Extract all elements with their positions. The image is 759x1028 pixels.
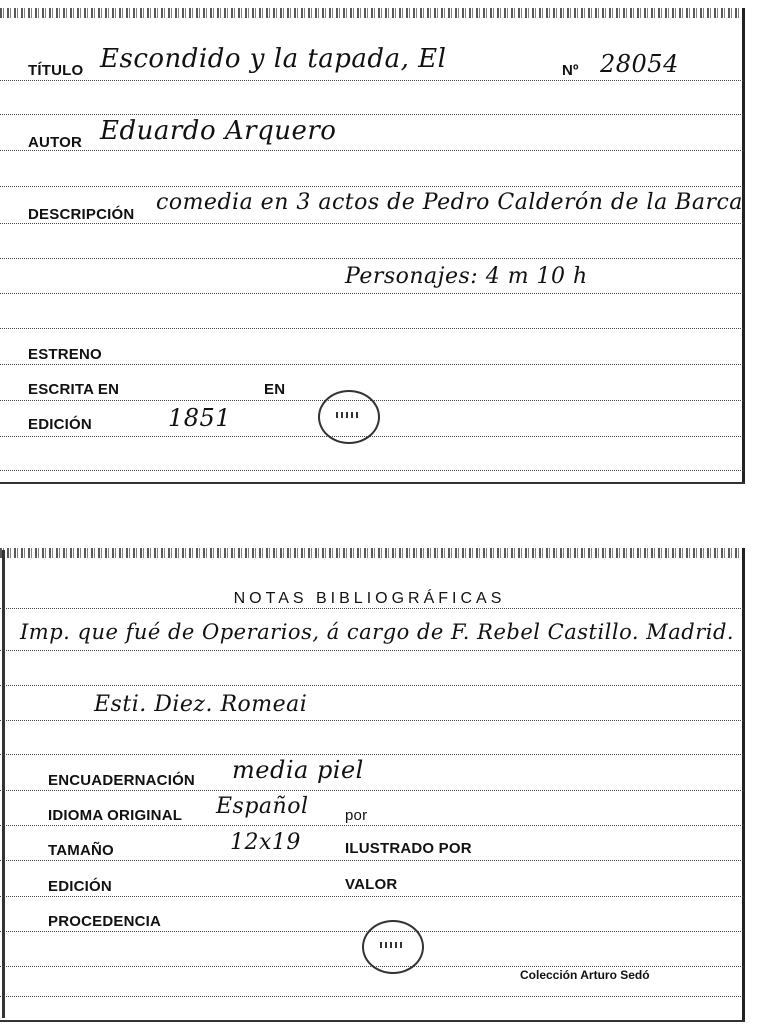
rule (0, 258, 743, 259)
rule (0, 328, 743, 329)
rule (0, 608, 743, 609)
edicion-value: 1851 (168, 404, 232, 432)
edicion-label: EDICIÓN (28, 416, 92, 433)
descripcion-value: comedia en 3 actos de Pedro Calderón de la Barca (156, 190, 743, 215)
rule (0, 825, 743, 826)
personajes-value: Personajes: 4 m 10 h (345, 264, 588, 289)
ilustrado-por-label: ILUSTRADO POR (345, 840, 472, 857)
tamano-label: TAMAÑO (48, 842, 114, 859)
card-right-edge (742, 548, 745, 1020)
rule (0, 650, 743, 651)
library-stamp (318, 390, 380, 444)
estreno-label: ESTRENO (28, 346, 102, 363)
en-label: EN (264, 381, 286, 398)
library-stamp (362, 920, 424, 974)
edicion-label: EDICIÓN (48, 878, 112, 895)
numero-value: 28054 (600, 50, 679, 78)
rule (0, 685, 743, 686)
collection-credit: Colección Arturo Sedó (520, 968, 650, 982)
nota-line-1: Imp. que fué de Operarios, á cargo de F. Rebel Castillo. Madrid. (20, 620, 735, 644)
rule (0, 150, 743, 151)
procedencia-label: PROCEDENCIA (48, 913, 162, 930)
tamano-value: 12x19 (230, 830, 301, 855)
idioma-original-label: IDIOMA ORIGINAL (48, 807, 183, 824)
card-bottom-edge (0, 1020, 745, 1022)
rule (0, 754, 743, 755)
card-left-edge (2, 550, 5, 1018)
rule (0, 80, 743, 81)
rule (0, 996, 743, 997)
escrita-en-label: ESCRITA EN (28, 381, 120, 398)
rule (0, 470, 743, 471)
card-bottom-edge (0, 482, 745, 484)
nota-line-2: Esti. Diez. Romeai (94, 692, 308, 717)
idioma-original-value: Español (216, 794, 309, 819)
titulo-value: Escondido y la tapada, El (100, 44, 447, 74)
por-label: por (345, 807, 368, 824)
autor-label: AUTOR (28, 134, 83, 151)
encuadernacion-value: media piel (232, 756, 364, 784)
rule (0, 114, 743, 115)
rule (0, 364, 743, 365)
rule (0, 223, 743, 224)
rule (0, 436, 743, 437)
rule (0, 860, 743, 861)
rule (0, 186, 743, 187)
autor-value: Eduardo Arquero (100, 116, 337, 146)
card-top-edge (0, 548, 745, 558)
valor-label: VALOR (345, 876, 398, 893)
card-top-edge (0, 8, 745, 18)
numero-label: Nº (562, 62, 579, 79)
titulo-label: TÍTULO (28, 62, 84, 79)
catalog-card-top (0, 0, 759, 490)
rule (0, 293, 743, 294)
encuadernacion-label: ENCUADERNACIÓN (48, 772, 195, 789)
descripcion-label: DESCRIPCIÓN (28, 206, 135, 223)
notas-bibliograficas-title: NOTAS BIBLIOGRÁFICAS (233, 590, 506, 607)
rule (0, 720, 743, 721)
catalog-card-bottom (0, 540, 759, 1028)
rule (0, 790, 743, 791)
rule (0, 896, 743, 897)
